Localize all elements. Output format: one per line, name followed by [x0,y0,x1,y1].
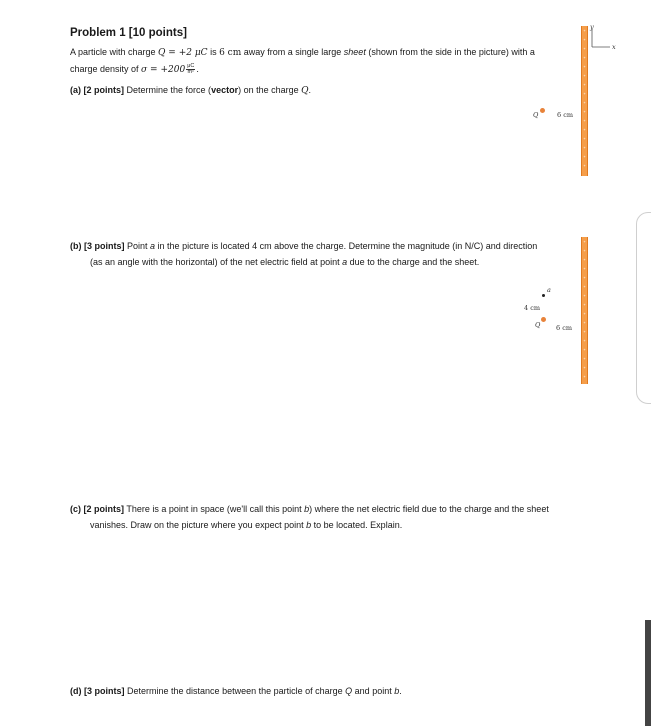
part-d-label: (d) [70,686,82,696]
intro-text: (shown from the side in the picture) with a charge density of [70,47,535,74]
charged-sheet: + + + + + + + + + + + + + + + + [581,237,588,384]
part-d-points: [3 points] [84,686,125,696]
distance-label: 6 cm [556,324,573,332]
problem-intro [70,44,540,78]
vector-word: vector [211,85,239,95]
sigma-equation: σ = +200 [141,65,186,75]
intro-text: A particle with charge [70,47,159,57]
sheet-word: sheet [343,47,366,57]
part-a-text: Determine the force ( [124,85,212,95]
charged-sheet: + + + + + + + + + + + + + + + + [581,26,588,176]
scrollbar[interactable] [645,620,651,726]
part-d-text: and point [352,686,395,696]
point-a-label: a [547,286,551,294]
unit-denominator: m² [187,69,194,76]
charge-particle [540,108,545,113]
charge-symbol: Q [301,86,309,96]
axis-x-label: x [612,43,616,51]
axis-y-label: y [590,23,594,31]
intro-text: is [207,47,220,57]
part-a-label: (a) [70,85,81,95]
part-a-points: [2 points] [83,85,125,95]
point-b-symbol: b [394,686,400,696]
vertical-distance-label: 4 cm [524,304,541,312]
part-b-label: (b) [70,241,82,251]
side-panel[interactable] [636,212,651,404]
intro-end: . [196,64,199,74]
part-c-points: [2 points] [83,504,125,514]
part-a [70,82,311,99]
part-c-label: (c) [70,504,81,514]
charge-particle [541,317,546,322]
sigma-unit [186,64,195,75]
intro-text: away from a single large [241,47,344,57]
point-b-symbol: b [306,520,312,530]
charge-label: Q [535,321,541,329]
unit-numerator: μC [187,63,195,70]
part-d-end: . [399,686,402,696]
part-b-points: [3 points] [84,241,125,251]
part-c-text: ) where the net electric field due to the charge and the sheet vanishes. Draw on the picture where you expect point [90,504,549,530]
part-d [70,683,402,699]
part-b-text: due to the charge and the sheet. [347,257,480,267]
problem-title: Problem 1 [10 points] [70,27,187,39]
part-c [70,501,570,533]
distance-label: 6 cm [557,111,574,119]
point-a-marker [542,294,545,297]
charge-symbol: Q [345,686,353,696]
part-b-text: in the picture is located 4 cm above the charge. Determine the magnitude (in N/C) and direction (as an angle with the horizontal) of the net electric field at point [90,241,538,267]
charge-label: Q [533,111,539,119]
point-a-symbol: a [150,241,156,251]
point-a-symbol: a [342,257,348,267]
distance-value: 6 cm [219,48,242,58]
part-c-text: to be located. Explain. [311,520,403,530]
part-c-text: There is a point in space (we'll call this point [124,504,305,514]
charge-equation: Q = +2 μC [158,48,208,58]
part-a-text: ) on the charge [238,85,302,95]
part-d-text: Determine the distance between the particle of charge [124,686,346,696]
part-b [70,238,550,270]
part-b-text: Point [124,241,151,251]
point-b-symbol: b [304,504,310,514]
part-a-end: . [308,85,312,95]
